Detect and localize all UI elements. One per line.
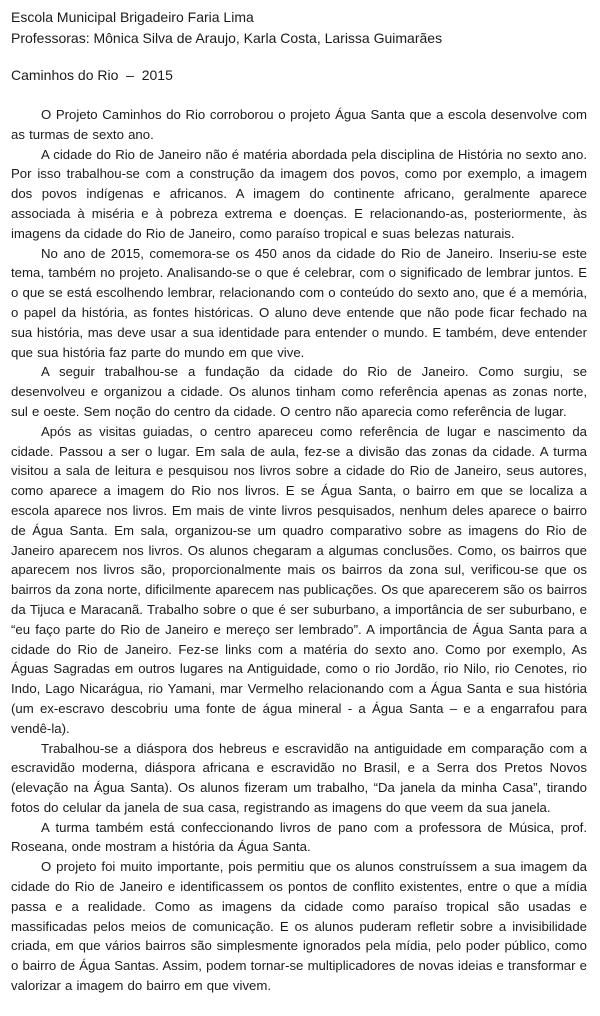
paragraph-7: A turma também está confeccionando livros de pano com a professora de Música, prof. Roseana, onde mostram a história da Água Santa. — [11, 819, 587, 855]
paragraph-8: O projeto foi muito importante, pois permitiu que os alunos construíssem a sua imagem da cidade do Rio de Janeiro e identificassem os pontos de conflito existentes, entre o que a mídia passa e a realidade. Como as imagens da cidade como paraíso tropical são usadas e massificadas pelos meios de comunicação. E os alunos puderam refletir sobre a invisibilidade criada, em que vários bairros são simplesmente ignorados pela mídia, pelo poder público, como o bairro de Água Santas. Assim, podem tornar-se multiplicadores de novas ideias e transformar e valorizar a imagem do bairro em que vivem. — [11, 859, 587, 994]
paragraph-1: O Projeto Caminhos do Rio corroborou o projeto Água Santa que a escola desenvolve com as turmas de sexto ano. — [11, 107, 587, 142]
paragraph-2: A cidade do Rio de Janeiro não é matéria abordada pela disciplina de História no sexto ano. Por isso trabalhou-se com a construção da imagem dos povos, como por exemplo, a imagem dos povos indígenas e africanos. A imagem do continente africano, geralmente aparece associada à miséria e à pobreza extrema e doenças. E relacionando-as, posteriormente, às imagens da cidade do Rio de Janeiro, como paraíso tropical e suas belezas naturais. — [11, 146, 587, 241]
teachers-line: Professoras: Mônica Silva de Araujo, Karla Costa, Larissa Guimarães — [11, 30, 443, 46]
school-name: Escola Municipal Brigadeiro Faria Lima — [11, 9, 254, 25]
paragraph-4: A seguir trabalhou-se a fundação da cidade do Rio de Janeiro. Como surgiu, se desenvolveu e organizou a cidade. Os alunos tinham como referência apenas as zonas norte, sul e oeste. Sem noção do centro da cidade. O centro não aparecia como referência de lugar. — [11, 364, 587, 419]
document-header — [11, 7, 587, 49]
document-body — [11, 105, 587, 996]
document-title: Caminhos do Rio – 2015 — [11, 67, 173, 83]
paragraph-5: Após as visitas guiadas, o centro apareceu como referência de lugar e nascimento da cidade. Passou a ser o lugar. Em sala de aula, fez-se a divisão das zonas da cidade. A turma visitou a sala de leitura e pesquisou nos livros sobre a cidade do Rio de Janeiro, seus autores, como aparece a imagem do Rio nos livros. E se Água Santa, o bairro em que se localiza a escola aparece nos livros. Em mais de vinte livros pesquisados, nenhum deles aparece o bairro de Água Santa. Em sala, organizou-se um quadro comparativo sobre as imagens do Rio de Janeiro aparecem nos livros. Os alunos chegaram a algumas conclusões. Como, os bairros que aparecem nos livros são, proporcionalmente mais os bairros da zona sul, verificou-se que os bairros da zona norte, dificilmente aparecem nas publicações. Os que aparecerem são os bairros da Tijuca e Maracanã. Trabalho sobre o que é ser suburbano, a importância de ser suburbano, e “eu faço parte do Rio de Janeiro e mereço ser lembrado”. A importância de Água Santa para a cidade do Rio de Janeiro. Fez-se links com a matéria do sexto ano. Como por exemplo, As Águas Sagradas em outros lugares na Antiguidade, como o rio Jordão, rio Nilo, rio Cenotes, rio Indo, Lago Nicarágua, rio Yamani, mar Vermelho relacionando com a Água Santa e sua história (um ex-escravo descobriu uma fonte de água mineral - a Água Santa – e a engarrafou para vendê-la). — [11, 423, 587, 736]
paragraph-3: No ano de 2015, comemora-se os 450 anos da cidade do Rio de Janeiro. Inseriu-se este tema, também no projeto. Analisando-se o que é celebrar, com o significado de lembrar juntos. E o que se está escolhendo lembrar, relacionando com o conteúdo do sexto ano, que é a memória, o papel da história, as fontes históricas. O aluno deve entende que não pode ficar fechado na sua história, mas deve usar a sua identidade para entender o mundo. E também, deve entender que sua história faz parte do mundo em que vive. — [11, 245, 587, 360]
paragraph-6: Trabalhou-se a diáspora dos hebreus e escravidão na antiguidade em comparação com a escravidão moderna, diáspora africana e escravidão no Brasil, e a Serra dos Pretos Novos (elevação na Água Santa). Os alunos fizeram um trabalho, “Da janela da minha Casa”, tirando fotos do celular da janela de sua casa, registrando as imagens do que veem da sua janela. — [11, 740, 587, 815]
